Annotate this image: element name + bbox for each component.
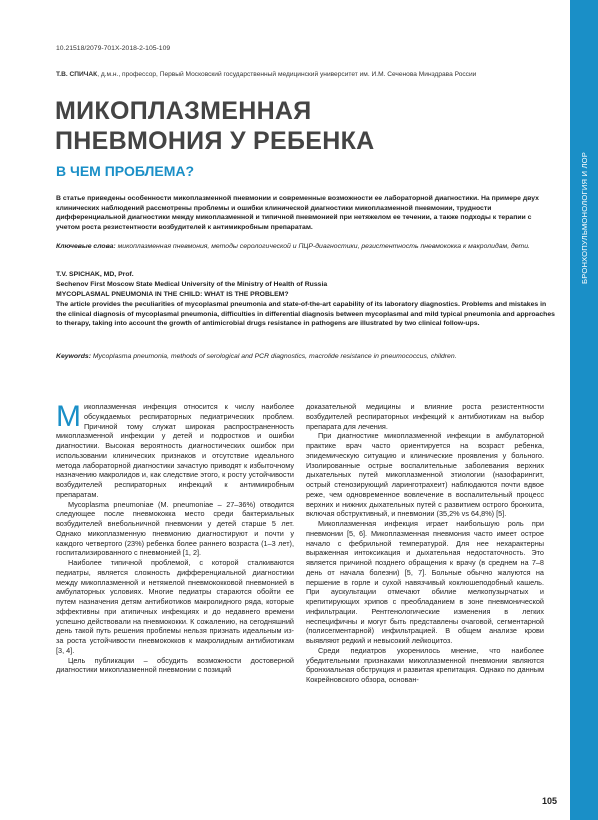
body-paragraph: Mycoplasma pneumoniae (M. pneumoniae – 27–36%) отводится следующее после пневмококка место среди бактериальных возбудителей внебольничной пневмонии у детей старше 5 лет. Однако микоплазменную пневмонию диагностируют и почти у каждого четвертого (23%) ребенка более раннего возраста (1–3 лет), госпитализированного с пневмонией [1, 2]. (56, 499, 294, 558)
keywords-ru-label: Ключевые слова: (56, 243, 116, 250)
keywords-ru-text: микоплазменная пневмония, методы серологической и ПЦР-диагностики, резистентность пневмококка к макролидам, дети. (115, 243, 530, 250)
drop-cap: М (56, 400, 81, 433)
section-label-text: БРОНХОПУЛЬМОНОЛОГИЯ И ЛОР (579, 151, 589, 284)
keywords-en-label: Keywords: (56, 353, 91, 360)
body-paragraph: доказательной медицины и влияние роста резистентности возбудителей респираторных инфекций к антибиотикам на выбор препарата для лечения. (306, 402, 544, 431)
affiliation-en: Sechenov First Moscow State Medical University of the Ministry of Health of Russia (56, 281, 328, 288)
article-subtitle: В ЧЕМ ПРОБЛЕМА? (56, 163, 195, 179)
keywords-ru (56, 242, 556, 252)
body-column-right (306, 402, 544, 685)
section-label (571, 130, 597, 305)
page-number: 105 (542, 796, 558, 806)
abstract-ru: В статье приведены особенности микоплазменной пневмонии и современные возможности ее лабораторной диагностики. На примере двух клинических наблюдений рассмотрены проблемы и ошибки клинической диагностики микоплазменной пневмонии, трудности дифференциальной диагностики между микоплазменной и типичной пневмонией при нетяжелом ее течении, а также подходы к терапии с учетом роста резистентности возбудителей к антимикробным препаратам. (56, 195, 539, 231)
article-title (55, 96, 395, 156)
article-title-line-1: МИКОПЛАЗМЕННАЯ (55, 97, 312, 125)
author-line-ru (56, 71, 476, 78)
body-paragraph: При диагностике микоплазменной инфекции в амбулаторной практике врач часто ориентируется на возраст ребенка, эпидемическую ситуацию и клинические проявления у больного. Изолированные острые воспалительные заболевания верхних дыхательных путей микоплазменной этиологии (назофарингит, острый стенозирующий ларинготрахеит) наблюдаются почти вдвое реже, чем одновременное вовлечение в воспалительный процесс верхних и нижних дыхательных путей с развитием острого бронхита, включая обструктивный, и пневмонии (35,2% vs 64,8%) [5]. (306, 431, 544, 519)
keywords-en-text: Mycoplasma pneumonia, methods of serological and PCR diagnostics, macrolide resistance in pneumococcus, children. (91, 353, 457, 360)
doi: 10.21518/2079-701X-2018-2-105-109 (56, 45, 171, 52)
author-en: T.V. SPICHAK, MD, Prof. (56, 271, 134, 278)
body-paragraph: Микоплазменная инфекция играет наибольшую роль при пневмонии [5, 6]. Микоплазменная пневмония часто имеет острое начало с фебрильной температурой. Для нее нехарактерны выраженная интоксикация и дыхательная недостаточность. Это является причиной позднего обращения к врачу (в среднем на 7–8 день от начала болезни) [5, 7]. Больные обычно жалуются на першение в горле и сухой навязчивый коклюшеподобный кашель. При аускультации отмечают обилие мелкопузырчатых и крепитирующих хрипов с преобладанием в зоне пневмонической инфильтрации. Рентгенологические изменения в легких неспецифичны и могут быть представлены очаговой, сегментарной (полисегментарной) инфильтрацией. В общем анализе крови выявляют редкий и невысокий лейкоцитоз. (306, 519, 544, 645)
body-paragraph-text: икоплазменная инфекция относится к числу наиболее обсуждаемых респираторных педиатрических проблем. Причиной тому служат широкая распространенность микоплазменной инфекции у детей и подростков и ошибки диагностики. Высокая вероятность диагностических ошибок при использовании клинических признаков и отсутствие идеального метода лабораторной диагностики зачастую приводят к избыточному назначению макролидов и, как следствие этого, к росту устойчивости возбудителей респираторных инфекций к антимикробным препаратам. (56, 402, 294, 499)
abstract-en: The article provides the peculiarities of mycoplasmal pneumonia and state-of-the-art capability of its laboratory diagnostics. Problems and mistakes in the clinical diagnosis of mycoplasmal pneumonia, difficulties in differential diagnosis between mycoplasmal and mild typical pneumonia and approaches to therapy, taking into account the growth of antimicrobial drugs resistance in pathogens are illustrated by two clinical follow-ups. (56, 301, 555, 328)
body-paragraph (56, 402, 294, 500)
section-sidebar (570, 0, 598, 820)
keywords-en (56, 352, 556, 362)
body-paragraph: Среди педиатров укоренилось мнение, что наиболее убедительными признаками микоплазменной пневмонии являются бронхиальная обструкция и развитая крепитация. Однако по данным Кокрейновского обзора, основан- (306, 645, 544, 684)
author-affiliation-ru: , д.м.н., профессор, Первый Московский государственный медицинский университет им. И.М. Сеченова Минздрава России (97, 71, 477, 78)
title-en: MYCOPLASMAL PNEUMONIA IN THE CHILD: WHAT IS THE PROBLEM? (56, 291, 289, 298)
body-paragraph: Цель публикации – обсудить возможности достоверной диагностики микоплазменной пневмонии с позиций (56, 655, 294, 675)
author-name-ru: Т.В. СПИЧАК (56, 71, 98, 78)
body-paragraph: Наиболее типичной проблемой, с которой сталкиваются педиатры, является сложность дифференциальной диагностики между микоплазменной и нетяжелой пневмококковой пневмонией в амбулаторных условиях. Многие педиатры стараются обойти ее путем назначения детям антибиотиков макролидного ряда, которые эффективны при атипичных инфекциях и до недавнего времени успешно действовали на пневмококки. К сожалению, на сегодняшний день такой путь решения проблемы нельзя признать идеальным из-за роста устойчивости пневмококков к макролидным антибиотикам [3, 4]. (56, 558, 294, 655)
article-title-line-2: ПНЕВМОНИЯ У РЕБЕНКА (55, 127, 375, 155)
body-column-left (56, 402, 294, 675)
